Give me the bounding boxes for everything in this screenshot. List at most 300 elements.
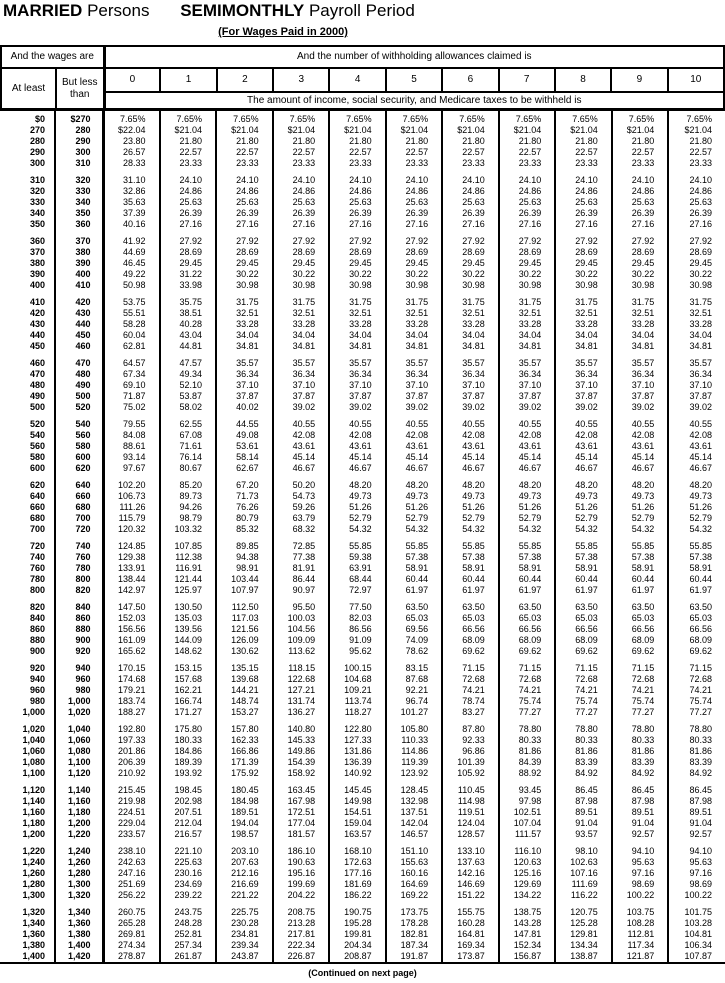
tax-value-cell: 53.61 (216, 441, 273, 452)
wage-but-less-cell: 1,280 (55, 868, 103, 879)
table-row (0, 463, 725, 474)
tax-value-cell: 122.68 (273, 674, 330, 685)
tax-value-cell: 24.10 (499, 175, 556, 186)
tax-value-cell: 27.92 (668, 236, 725, 247)
tax-value-cell: 23.33 (442, 158, 499, 169)
tax-value-cell: 43.61 (555, 441, 612, 452)
tax-value-cell: 134.22 (499, 890, 556, 901)
tax-value-cell: 68.09 (555, 635, 612, 646)
table-row (0, 502, 725, 513)
wage-but-less-cell: 760 (55, 552, 103, 563)
tax-value-cell: 164.81 (442, 929, 499, 940)
tax-value-cell: 23.33 (668, 158, 725, 169)
tax-value-cell: 25.63 (668, 197, 725, 208)
table-row (0, 890, 725, 901)
tax-value-cell: 88.61 (103, 441, 160, 452)
wage-at-least-cell: 1,220 (22, 846, 45, 856)
tax-value-cell: 163.45 (273, 785, 330, 796)
tax-value-cell: 42.08 (668, 430, 725, 441)
tax-value-cell: 36.34 (612, 369, 669, 380)
tax-value-cell: 30.98 (612, 280, 669, 291)
tax-value-cell: 72.68 (499, 674, 556, 685)
tax-value-cell: 86.45 (555, 785, 612, 796)
tax-value-cell: 52.79 (499, 513, 556, 524)
tax-value-cell: 242.63 (103, 857, 160, 868)
tax-value-cell: 77.27 (499, 707, 556, 718)
tax-value-cell: 34.04 (386, 330, 443, 341)
wage-at-least-cell: 960 (29, 685, 45, 695)
tax-value-cell: $21.04 (386, 125, 443, 136)
tax-value-cell: 51.26 (386, 502, 443, 513)
tax-value-cell: 40.28 (160, 319, 217, 330)
wage-but-less-cell: 520 (55, 402, 103, 413)
tax-value-cell: 69.62 (499, 646, 556, 657)
wage-at-least-cell: 1,160 (22, 807, 45, 817)
tax-value-cell: 45.14 (329, 452, 386, 463)
tax-value-cell: 7.65% (668, 114, 725, 125)
wage-but-less-cell: 280 (55, 125, 103, 136)
wage-but-less-cell: 560 (55, 430, 103, 441)
tax-value-cell: 53.87 (160, 391, 217, 402)
table-row (0, 158, 725, 169)
tax-value-cell: 29.45 (273, 258, 330, 269)
tax-value-cell: 27.92 (612, 236, 669, 247)
tax-value-cell: 54.32 (442, 524, 499, 535)
tax-value-cell: 85.32 (216, 524, 273, 535)
wage-at-least-cell: 680 (29, 513, 45, 523)
tax-value-cell: 28.69 (273, 247, 330, 258)
tax-value-cell: 197.33 (103, 735, 160, 746)
table-row (0, 785, 725, 796)
tax-value-cell: 22.57 (499, 147, 556, 158)
tax-value-cell: 24.86 (442, 186, 499, 197)
tax-value-cell: 66.56 (668, 624, 725, 635)
tax-value-cell: 42.08 (499, 430, 556, 441)
tax-value-cell: 61.97 (499, 585, 556, 596)
table-row (0, 724, 725, 735)
tax-value-cell: 75.02 (103, 402, 160, 413)
table-row (0, 940, 725, 951)
tax-value-cell: 80.33 (499, 735, 556, 746)
tax-value-cell: 43.61 (442, 441, 499, 452)
tax-value-cell: 63.50 (555, 602, 612, 613)
tax-value-cell: 7.65% (555, 114, 612, 125)
wage-but-less-cell: 1,300 (55, 879, 103, 890)
wage-at-least-cell: 270 (29, 125, 45, 135)
wage-at-least-cell: 860 (29, 624, 45, 634)
wage-at-least-cell: 720 (29, 541, 45, 551)
tax-value-cell: 138.87 (555, 951, 612, 963)
tax-value-cell: 166.86 (216, 746, 273, 757)
table-row (0, 341, 725, 352)
tax-value-cell: 29.45 (555, 258, 612, 269)
wage-but-less-cell: 1,380 (55, 929, 103, 940)
tax-value-cell: 212.04 (160, 818, 217, 829)
wage-at-least-cell: 390 (29, 269, 45, 279)
tax-value-cell: 159.04 (329, 818, 386, 829)
tax-value-cell: 84.08 (103, 430, 160, 441)
tax-value-cell: 96.74 (386, 696, 443, 707)
tax-value-cell: 132.98 (386, 796, 443, 807)
tax-value-cell: 77.38 (273, 552, 330, 563)
tax-value-cell: 33.28 (329, 319, 386, 330)
tax-value-cell: 187.34 (386, 940, 443, 951)
tax-value-cell: 84.92 (612, 768, 669, 779)
table-row (0, 674, 725, 685)
tax-value-cell: 34.04 (499, 330, 556, 341)
tax-value-cell: 68.44 (329, 574, 386, 585)
table-row (0, 696, 725, 707)
tax-value-cell: 265.28 (103, 918, 160, 929)
tax-value-cell: 27.16 (442, 219, 499, 230)
wage-but-less-cell: 470 (55, 358, 103, 369)
tax-value-cell: 25.63 (216, 197, 273, 208)
wage-at-least-cell: 520 (29, 419, 45, 429)
tax-value-cell: 37.10 (442, 380, 499, 391)
wage-at-least-cell: 660 (29, 502, 45, 512)
tax-value-cell: 95.50 (273, 602, 330, 613)
tax-value-cell: 86.45 (668, 785, 725, 796)
tax-value-cell: 172.63 (329, 857, 386, 868)
tax-value-cell: 120.63 (499, 857, 556, 868)
table-row (0, 441, 725, 452)
tax-value-cell: 24.10 (668, 175, 725, 186)
tax-value-cell: 30.98 (555, 280, 612, 291)
wage-at-least-cell: 330 (29, 197, 45, 207)
table-row (0, 807, 725, 818)
tax-value-cell: 43.61 (499, 441, 556, 452)
page-title (0, 0, 725, 21)
tax-value-cell: 49.73 (386, 491, 443, 502)
tax-value-cell: 79.55 (103, 419, 160, 430)
tax-value-cell: 7.65% (612, 114, 669, 125)
table-row (0, 541, 725, 552)
tax-value-cell: 77.27 (668, 707, 725, 718)
wage-but-less-cell: 720 (55, 524, 103, 535)
tax-value-cell: 92.57 (612, 829, 669, 840)
tax-value-cell: 188.27 (103, 707, 160, 718)
tax-value-cell: 39.02 (612, 402, 669, 413)
tax-value-cell: 106.73 (103, 491, 160, 502)
tax-value-cell: 66.56 (555, 624, 612, 635)
tax-value-cell: 35.63 (103, 197, 160, 208)
tax-value-cell: 100.03 (273, 613, 330, 624)
tax-value-cell: 48.20 (386, 480, 443, 491)
tax-value-cell: 28.33 (103, 158, 160, 169)
tax-value-cell: 7.65% (103, 114, 160, 125)
tax-value-cell: 109.09 (273, 635, 330, 646)
tax-value-cell: 25.63 (329, 197, 386, 208)
tax-value-cell: 61.97 (668, 585, 725, 596)
tax-value-cell: 89.51 (668, 807, 725, 818)
tax-value-cell: 54.32 (386, 524, 443, 535)
allowance-col-1: 1 (160, 68, 216, 92)
tax-value-cell: $21.04 (555, 125, 612, 136)
tax-value-cell: 33.28 (386, 319, 443, 330)
tax-value-cell: 46.45 (103, 258, 160, 269)
tax-value-cell: 107.87 (668, 951, 725, 963)
tax-value-cell: 104.81 (668, 929, 725, 940)
tax-value-cell: 40.55 (273, 419, 330, 430)
tax-value-cell: 23.33 (612, 158, 669, 169)
wage-but-less-cell: 880 (55, 624, 103, 635)
tax-value-cell: 52.79 (612, 513, 669, 524)
tax-value-cell: 30.22 (329, 269, 386, 280)
table-row (0, 147, 725, 158)
wage-but-less-cell: 1,120 (55, 768, 103, 779)
tax-value-cell: 26.39 (329, 208, 386, 219)
tax-value-cell: 37.10 (499, 380, 556, 391)
table-row (0, 358, 725, 369)
tax-value-cell: 55.85 (612, 541, 669, 552)
tax-value-cell: 28.69 (442, 247, 499, 258)
tax-value-cell: 146.57 (386, 829, 443, 840)
tax-value-cell: 83.15 (386, 663, 443, 674)
tax-value-cell: 57.38 (555, 552, 612, 563)
allowance-col-2: 2 (217, 68, 273, 92)
wage-at-least-cell: 1,260 (22, 868, 45, 878)
table-row (0, 236, 725, 247)
tax-value-cell: 34.81 (386, 341, 443, 352)
table-row (0, 197, 725, 208)
tax-value-cell: 35.57 (555, 358, 612, 369)
tax-value-cell: 27.92 (216, 236, 273, 247)
tax-value-cell: 80.33 (612, 735, 669, 746)
wage-at-least-cell: 580 (29, 452, 45, 462)
tax-value-cell: 27.16 (668, 219, 725, 230)
table-row (0, 247, 725, 258)
wage-but-less-cell: 1,000 (55, 696, 103, 707)
tax-value-cell: 65.03 (555, 613, 612, 624)
wage-but-less-cell: 640 (55, 480, 103, 491)
tax-value-cell: 189.39 (160, 757, 217, 768)
tax-value-cell: 118.15 (273, 663, 330, 674)
header-row-3 (1, 92, 724, 110)
tax-value-cell: 54.32 (329, 524, 386, 535)
table-row (0, 380, 725, 391)
wage-but-less-cell: 1,220 (55, 829, 103, 840)
tax-value-cell: 60.44 (386, 574, 443, 585)
tax-value-cell: 31.75 (442, 297, 499, 308)
tax-value-cell: 60.44 (612, 574, 669, 585)
tax-value-cell: 175.80 (160, 724, 217, 735)
tax-value-cell: 71.15 (499, 663, 556, 674)
tax-value-cell: 69.62 (442, 646, 499, 657)
tax-value-cell: 32.51 (329, 308, 386, 319)
tax-value-cell: 33.28 (668, 319, 725, 330)
table-row (0, 308, 725, 319)
tax-value-cell: 58.91 (555, 563, 612, 574)
tax-value-cell: 30.22 (442, 269, 499, 280)
tax-value-cell: 21.80 (668, 136, 725, 147)
tax-value-cell: 71.15 (612, 663, 669, 674)
tax-value-cell: 50.20 (273, 480, 330, 491)
tax-value-cell: 111.57 (499, 829, 556, 840)
tax-value-cell: 257.34 (160, 940, 217, 951)
tax-value-cell: 112.81 (612, 929, 669, 940)
tax-value-cell: 101.39 (442, 757, 499, 768)
tax-value-cell: 175.92 (216, 768, 273, 779)
tax-value-cell: 89.85 (216, 541, 273, 552)
tax-value-cell: 27.16 (612, 219, 669, 230)
tax-value-cell: 102.20 (103, 480, 160, 491)
tax-value-cell: 27.16 (499, 219, 556, 230)
wage-at-least-cell: 820 (29, 602, 45, 612)
wage-but-less-cell: 390 (55, 258, 103, 269)
wage-but-less-cell: 290 (55, 136, 103, 147)
tax-value-cell: 22.57 (668, 147, 725, 158)
tax-value-cell: 23.80 (103, 136, 160, 147)
tax-value-cell: 149.98 (329, 796, 386, 807)
wage-but-less-cell: $270 (55, 114, 103, 125)
tax-value-cell: 26.39 (499, 208, 556, 219)
wage-at-least-cell: 1,240 (22, 857, 45, 867)
tax-value-cell: 55.85 (329, 541, 386, 552)
wage-but-less-cell: 620 (55, 463, 103, 474)
tax-value-cell: 148.74 (216, 696, 273, 707)
tax-value-cell: 54.32 (668, 524, 725, 535)
tax-value-cell: 60.04 (103, 330, 160, 341)
tax-value-cell: 27.16 (160, 219, 217, 230)
tax-value-cell: 34.04 (555, 330, 612, 341)
tax-value-cell: 143.28 (499, 918, 556, 929)
tax-value-cell: 51.26 (329, 502, 386, 513)
wage-at-least-cell: $0 (34, 114, 45, 124)
tax-value-cell: 30.22 (273, 269, 330, 280)
tax-value-cell: 182.81 (386, 929, 443, 940)
tax-value-cell: 102.51 (499, 807, 556, 818)
wage-at-least-cell: 1,080 (22, 757, 45, 767)
tax-value-cell: 87.68 (386, 674, 443, 685)
tax-value-cell: 45.14 (273, 452, 330, 463)
tax-value-cell: 195.16 (273, 868, 330, 879)
tax-value-cell: 40.02 (216, 402, 273, 413)
tax-value-cell: 136.27 (273, 707, 330, 718)
wage-at-least-cell: 500 (29, 402, 45, 412)
wage-at-least-cell: 410 (29, 297, 45, 307)
tax-value-cell: 39.02 (386, 402, 443, 413)
tax-value-cell: 184.86 (160, 746, 217, 757)
tax-value-cell: 27.92 (273, 236, 330, 247)
wage-at-least-cell: 1,360 (22, 929, 45, 939)
wage-at-least-cell: 1,040 (22, 735, 45, 745)
tax-value-cell: 125.97 (160, 585, 217, 596)
tax-value-cell: 34.04 (612, 330, 669, 341)
tax-value-cell: 112.38 (160, 552, 217, 563)
tax-value-cell: 216.69 (216, 879, 273, 890)
tax-value-cell: 66.56 (442, 624, 499, 635)
tax-value-cell: 30.98 (216, 280, 273, 291)
tax-value-cell: 91.09 (329, 635, 386, 646)
tax-value-cell: 24.10 (160, 175, 217, 186)
tax-value-cell: 164.69 (386, 879, 443, 890)
allowance-col-4: 4 (329, 68, 385, 92)
tax-value-cell: 46.67 (555, 463, 612, 474)
tax-value-cell: 30.98 (386, 280, 443, 291)
wage-but-less-cell: 1,360 (55, 918, 103, 929)
tax-value-cell: $21.04 (668, 125, 725, 136)
tax-value-cell: 37.10 (668, 380, 725, 391)
tax-value-cell: 138.44 (103, 574, 160, 585)
tax-value-cell: 162.33 (216, 735, 273, 746)
tax-value-cell: 42.08 (442, 430, 499, 441)
tax-value-cell: 97.67 (103, 463, 160, 474)
tax-value-cell: 30.22 (499, 269, 556, 280)
tax-value-cell: 122.80 (329, 724, 386, 735)
tax-value-cell: 95.63 (668, 857, 725, 868)
tax-value-cell: 152.34 (499, 940, 556, 951)
tax-value-cell: 97.16 (612, 868, 669, 879)
tax-value-cell: 35.57 (329, 358, 386, 369)
wage-at-least-cell: 370 (29, 247, 45, 257)
tax-value-cell: 68.09 (442, 635, 499, 646)
tax-value-cell: 160.28 (442, 918, 499, 929)
tax-value-cell: $21.04 (329, 125, 386, 136)
tax-value-cell: 169.34 (442, 940, 499, 951)
tax-value-cell: 100.15 (329, 663, 386, 674)
tax-value-cell: 194.04 (216, 818, 273, 829)
tax-value-cell: 35.57 (668, 358, 725, 369)
wage-but-less-cell: 300 (55, 147, 103, 158)
tax-value-cell: 25.63 (273, 197, 330, 208)
tax-value-cell: 39.02 (668, 402, 725, 413)
wage-at-least-cell: 1,000 (22, 707, 45, 717)
tax-value-cell: 63.79 (273, 513, 330, 524)
tax-value-cell: 37.87 (216, 391, 273, 402)
title-payroll-period: Payroll Period (308, 1, 415, 20)
table-row (0, 685, 725, 696)
tax-value-cell: 26.39 (442, 208, 499, 219)
wage-but-less-cell: 350 (55, 208, 103, 219)
tax-value-cell: 177.04 (273, 818, 330, 829)
tax-value-cell: 24.86 (668, 186, 725, 197)
tax-value-cell: 58.91 (499, 563, 556, 574)
tax-value-cell: 23.33 (386, 158, 443, 169)
wage-at-least-cell: 1,320 (22, 907, 45, 917)
tax-value-cell: 221.22 (216, 890, 273, 901)
tax-value-cell: 74.21 (612, 685, 669, 696)
tax-value-cell: 86.44 (273, 574, 330, 585)
tax-value-cell: 46.67 (499, 463, 556, 474)
tax-value-cell: 120.75 (555, 907, 612, 918)
allowance-col-8: 8 (555, 68, 611, 92)
tax-value-cell: 81.86 (668, 746, 725, 757)
wage-at-least-cell: 1,060 (22, 746, 45, 756)
tax-value-cell: 58.14 (216, 452, 273, 463)
tax-value-cell: 84.92 (668, 768, 725, 779)
tax-value-cell: 63.50 (612, 602, 669, 613)
tax-value-cell: 34.81 (612, 341, 669, 352)
wage-but-less-cell: 1,080 (55, 746, 103, 757)
tax-value-cell: 114.86 (386, 746, 443, 757)
tax-value-cell: 37.87 (329, 391, 386, 402)
tax-value-cell: 40.16 (103, 219, 160, 230)
tax-value-cell: 49.73 (499, 491, 556, 502)
tax-value-cell: 129.81 (555, 929, 612, 940)
tax-value-cell: 36.34 (668, 369, 725, 380)
tax-value-cell: 7.65% (386, 114, 443, 125)
tax-value-cell: 31.75 (612, 297, 669, 308)
tax-value-cell: 35.57 (612, 358, 669, 369)
tax-value-cell: 61.97 (442, 585, 499, 596)
tax-value-cell: 31.75 (273, 297, 330, 308)
tax-value-cell: 39.02 (555, 402, 612, 413)
tax-value-cell: 116.91 (160, 563, 217, 574)
tax-value-cell: 35.57 (386, 358, 443, 369)
tax-value-cell: 190.75 (329, 907, 386, 918)
tax-value-cell: 51.26 (499, 502, 556, 513)
tax-value-cell: 80.33 (555, 735, 612, 746)
